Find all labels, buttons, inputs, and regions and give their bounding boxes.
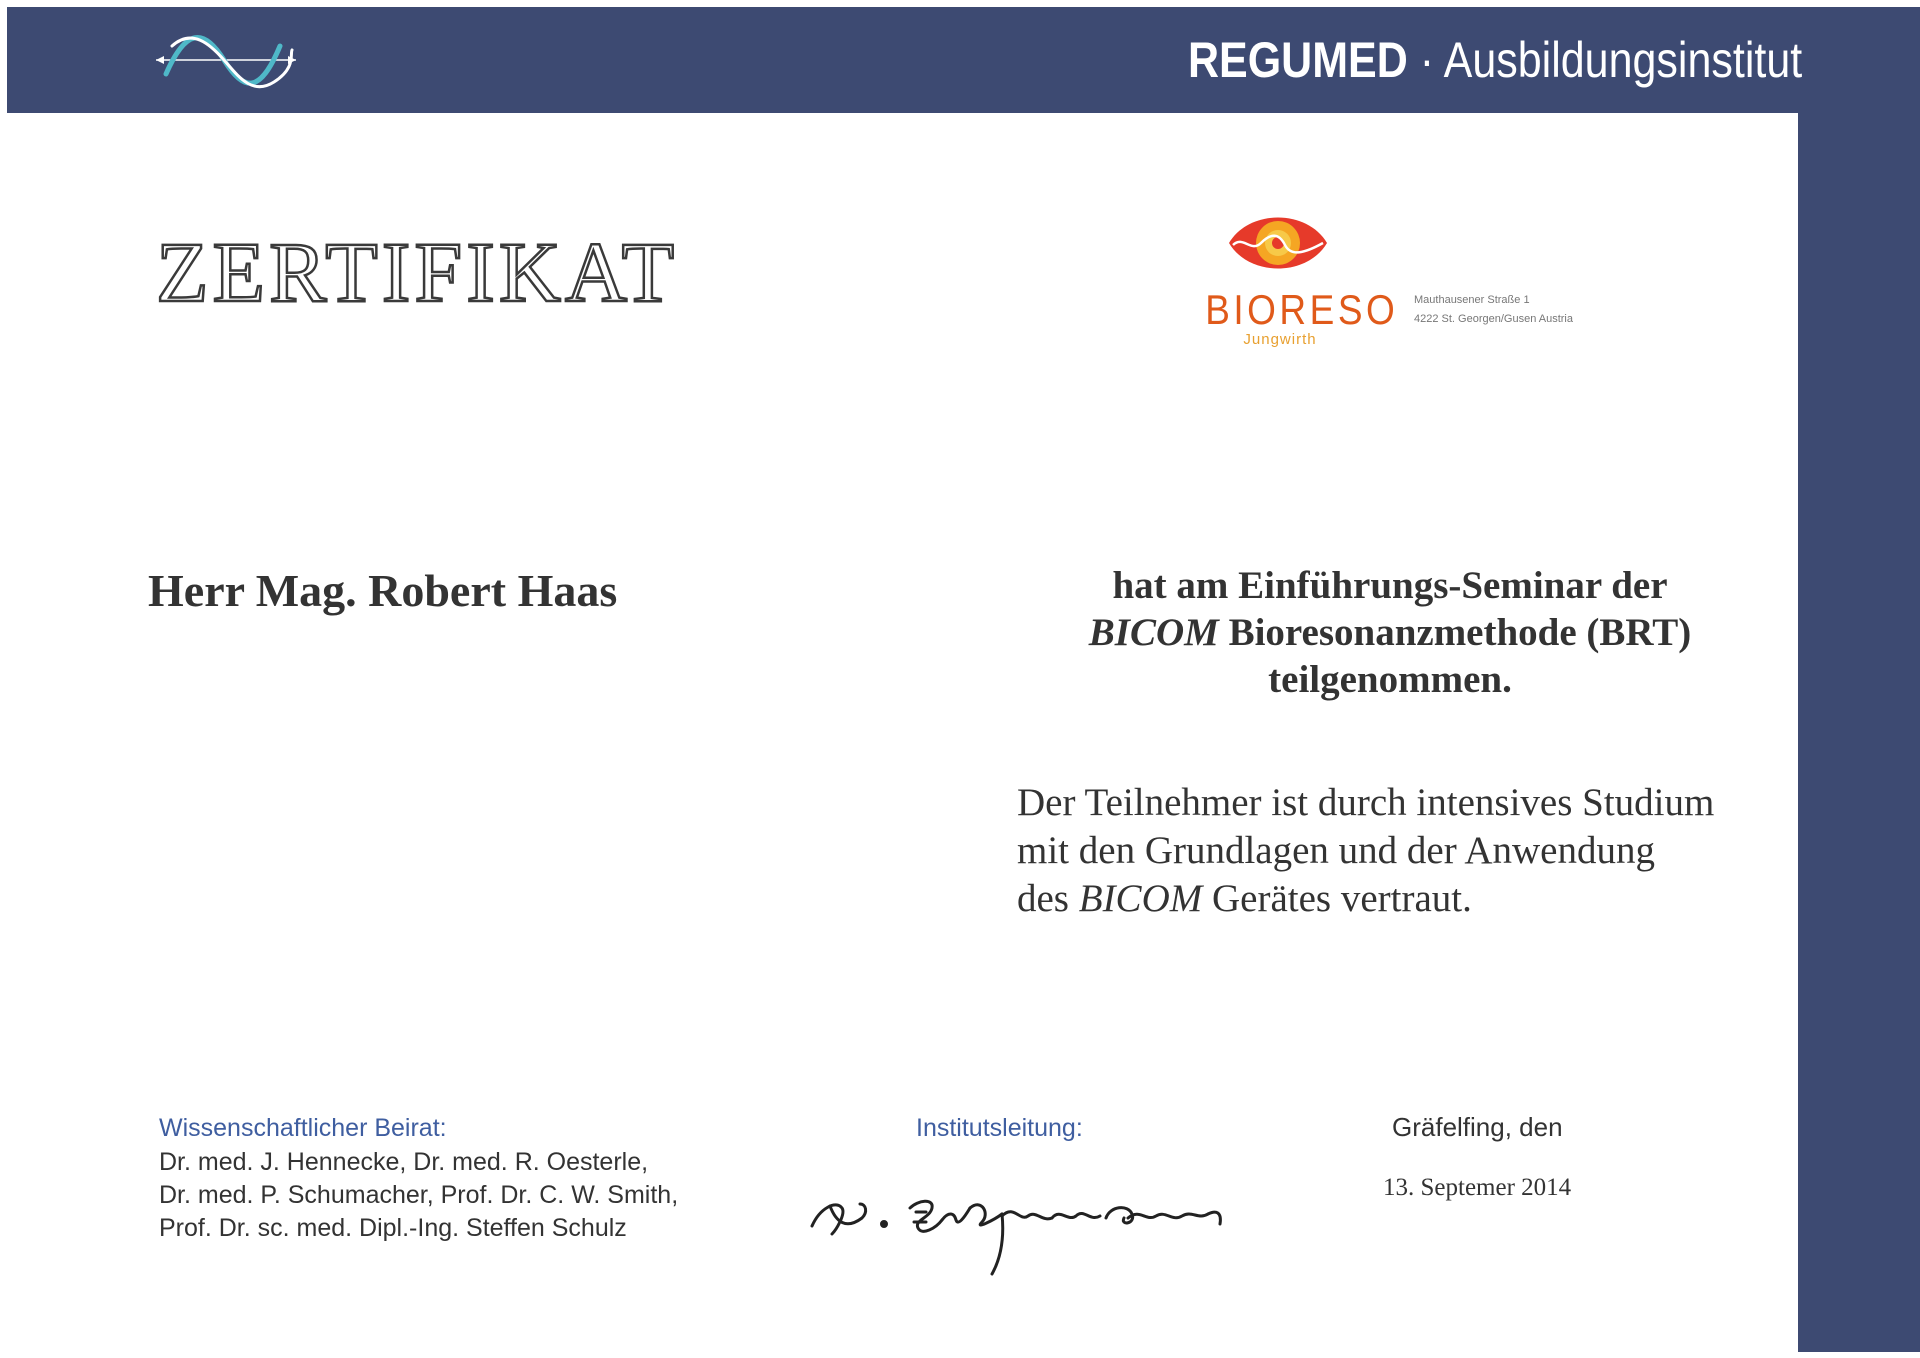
beirat-line: Prof. Dr. sc. med. Dipl.-Ing. Steffen Schulz [159,1214,627,1242]
participation-text [1010,562,1770,703]
statement-line: Der Teilnehmer ist durch intensives Studium [1017,781,1715,824]
brand-separator: · [1419,32,1434,88]
sine-wave-logo-icon [152,24,300,96]
date-value: 13. Septemer 2014 [1383,1174,1572,1201]
side-band [1798,7,1920,1352]
participation-line: teilgenommen. [1268,658,1512,701]
beirat-label: Wissenschaftlicher Beirat: [159,1114,447,1142]
brand-name: REGUMED [1187,32,1408,88]
beirat-line: Dr. med. J. Hennecke, Dr. med. R. Oesterle, [159,1148,649,1176]
participation-line [1010,609,1770,656]
statement-line: mit den Grundlagen und der Anwendung [1017,829,1655,872]
leitung-label: Institutsleitung: [916,1114,1083,1142]
bioreso-subname: Jungwirth [1243,331,1317,348]
participation-method: Bioresonanzmethode (BRT) [1228,611,1692,654]
statement-text [1017,779,1797,923]
participation-line: hat am Einführungs-Seminar der [1112,564,1668,607]
address-line: 4222 St. Georgen/Gusen Austria [1414,313,1573,325]
beirat-names [159,1146,678,1245]
bicom-brand: BICOM [1088,611,1219,654]
institute-name: Ausbildungsinstitut [1443,32,1802,88]
institute-title [1188,30,1802,90]
bioreso-name: BIORESO [1205,286,1399,333]
address-line: Mauthausener Straße 1 [1414,294,1530,306]
recipient-name: Herr Mag. Robert Haas [148,565,618,616]
place-label: Gräfelfing, den [1392,1112,1563,1142]
statement-line [1017,875,1797,923]
beirat-line: Dr. med. P. Schumacher, Prof. Dr. C. W. Smith, [159,1181,679,1209]
statement-post: Gerätes vertraut. [1211,877,1472,920]
page-title: ZERTIFIKAT [156,224,679,320]
signature-icon [806,1178,1256,1280]
bicom-brand: BICOM [1078,877,1203,920]
eye-logo-icon [1225,207,1331,279]
bioreso-address [1414,291,1573,329]
statement-pre: des [1017,877,1069,920]
